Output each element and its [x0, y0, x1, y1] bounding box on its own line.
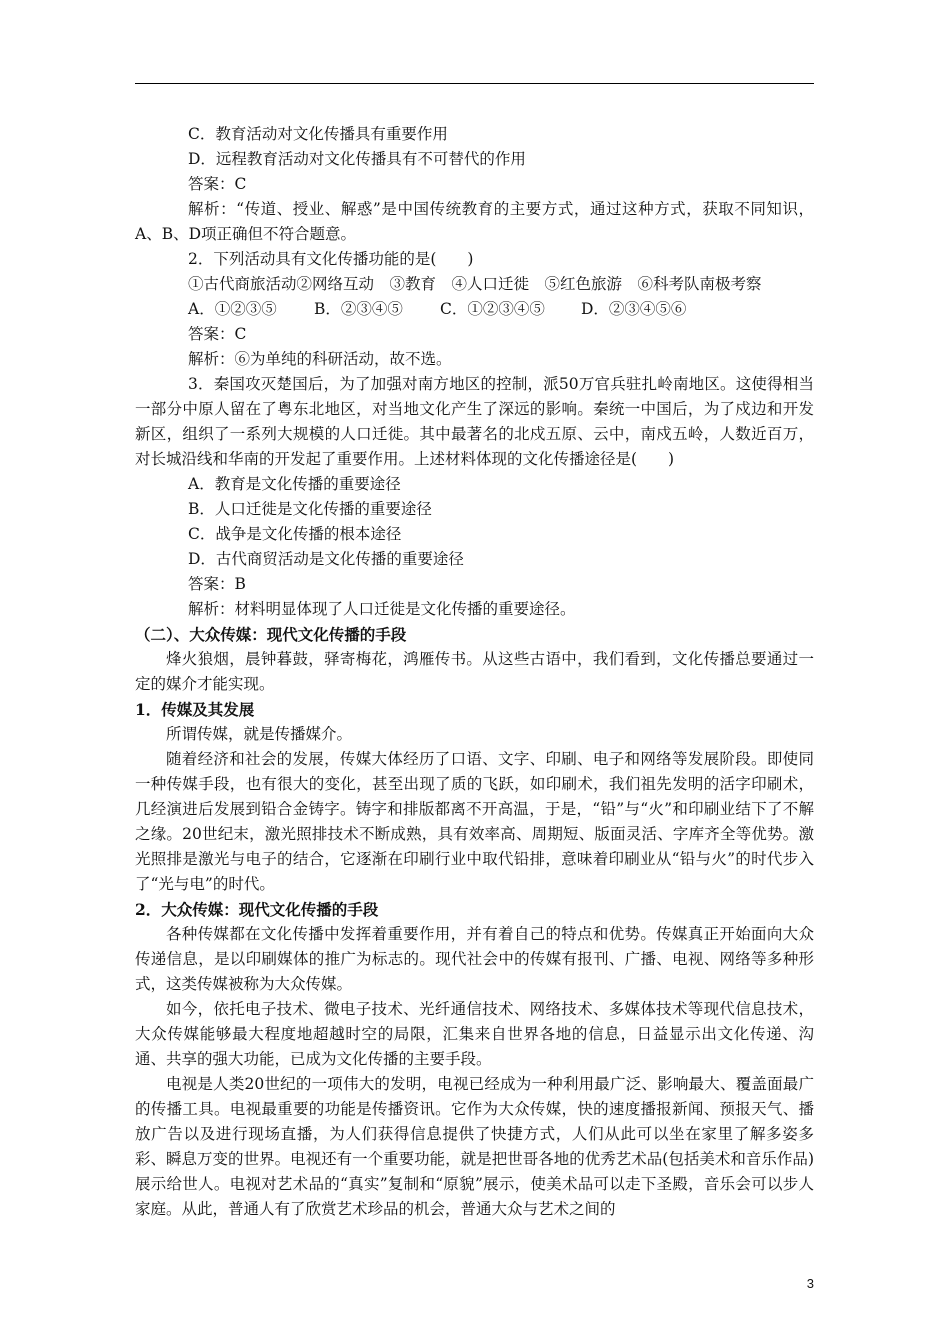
page-number: 3 [806, 1276, 814, 1291]
sub2-paragraph-2: 如今，依托电子技术、微电子技术、光纤通信技术、网络技术、多媒体技术等现代信息技术，大众传媒能够最大程度地超越时空的局限，汇集来自世界各地的信息，日益显示出文化传递、沟通、共享的强大功能，已成为文化传播的主要手段。 [135, 1000, 814, 1068]
q3-option-a: A．教育是文化传播的重要途径 [188, 475, 401, 493]
sub2-heading: 2．大众传媒：现代文化传播的手段 [135, 900, 379, 919]
q3-option-c: C．战争是文化传播的根本途径 [188, 525, 402, 543]
q3-option-d: D．古代商贸活动是文化传播的重要途径 [188, 550, 464, 568]
section-heading: （二）、大众传媒：现代文化传播的手段 [135, 625, 407, 644]
sub1-heading: 1．传媒及其发展 [135, 700, 255, 719]
q2-option-d: D．②③④⑤⑥ [581, 300, 687, 318]
q2-option-a: A．①②③⑤ [188, 300, 277, 318]
sub1-paragraph-2: 随着经济和社会的发展，传媒大体经历了口语、文字、印刷、电子和网络等发展阶段。即使同一种传媒手段，也有很大的变化，甚至出现了质的飞跃，如印刷术，我们祖先发明的活字印刷术，几经演进后发展到铅合金铸字。铸字和排版都离不开高温，于是，“铅”与“火”和印刷业结下了不解之缘。20世纪末，激光照排技术不断成熟，具有效率高、周期短、版面灵活、字库齐全等优势。激光照排是激光与电子的结合，它逐渐在印刷行业中取代铅排，意味着印刷业从“铅与火”的时代步入了“光与电”的时代。 [135, 750, 814, 893]
q2-stem: 2．下列活动具有文化传播功能的是( ) [188, 250, 474, 268]
q2-answer: 答案：C [188, 325, 247, 343]
q3-analysis: 解析：材料明显体现了人口迁徙是文化传播的重要途径。 [188, 600, 576, 618]
q2-options [135, 297, 814, 322]
q2-option-c: C．①②③④⑤ [440, 300, 545, 318]
q3-answer: 答案：B [188, 575, 246, 593]
q2-items: ①古代商旅活动②网络互动 ③教育 ④人口迁徙 ⑤红色旅游 ⑥科考队南极考察 [188, 275, 762, 293]
q1-analysis: 解析：“传道、授业、解惑”是中国传统教育的主要方式，通过这种方式，获取不同知识，A、B、D项正确但不符合题意。 [135, 200, 814, 243]
q1-option-d: D．远程教育活动对文化传播具有不可替代的作用 [188, 150, 526, 168]
section-intro: 烽火狼烟，晨钟暮鼓，驿寄梅花，鸿雁传书。从这些古语中，我们看到，文化传播总要通过一定的媒介才能实现。 [135, 650, 814, 693]
q1-answer: 答案：C [188, 175, 247, 193]
q3-option-b: B．人口迁徙是文化传播的重要途径 [188, 500, 432, 518]
sub2-paragraph-3: 电视是人类20世纪的一项伟大的发明，电视已经成为一种利用最广泛、影响最大、覆盖面最广的传播工具。电视最重要的功能是传播资讯。它作为大众传媒，快的速度播报新闻、预报天气、播放广告以及进行现场直播，为人们获得信息提供了快捷方式，人们从此可以坐在家里了解多姿多彩、瞬息万变的世界。电视还有一个重要功能，就是把世哥各地的优秀艺术品(包括美术和音乐作品)展示给世人。电视对艺术品的“真实”复制和“原貌”展示，使美术品可以走下圣殿，音乐会可以步人家庭。从此，普通人有了欣赏艺术珍品的机会，普通大众与艺术之间的 [135, 1075, 814, 1218]
q3-stem: 3．秦国攻灭楚国后，为了加强对南方地区的控制，派50万官兵驻扎岭南地区。这使得相当一部分中原人留在了粤东北地区，对当地文化产生了深远的影响。秦统一中国后，为了戍边和开发新区，组织了一系列大规模的人口迁徙。其中最著名的北戍五原、云中，南戍五岭，人数近百万，对长城沿线和华南的开发起了重要作用。上述材料体现的文化传播途径是( ) [135, 375, 814, 468]
sub2-paragraph-1: 各种传媒都在文化传播中发挥着重要作用，并有着自己的特点和优势。传媒真正开始面向大众传递信息，是以印刷媒体的推广为标志的。现代社会中的传媒有报刊、广播、电视、网络等多种形式，这类传媒被称为大众传媒。 [135, 925, 814, 993]
sub1-paragraph-1: 所谓传媒，就是传播媒介。 [166, 725, 353, 743]
q2-option-b: B．②③④⑤ [314, 300, 403, 318]
q2-analysis: 解析：⑥为单纯的科研活动，故不选。 [188, 350, 452, 368]
page-body [135, 122, 814, 1222]
q1-option-c: C．教育活动对文化传播具有重要作用 [188, 125, 448, 143]
header-rule [135, 83, 814, 84]
